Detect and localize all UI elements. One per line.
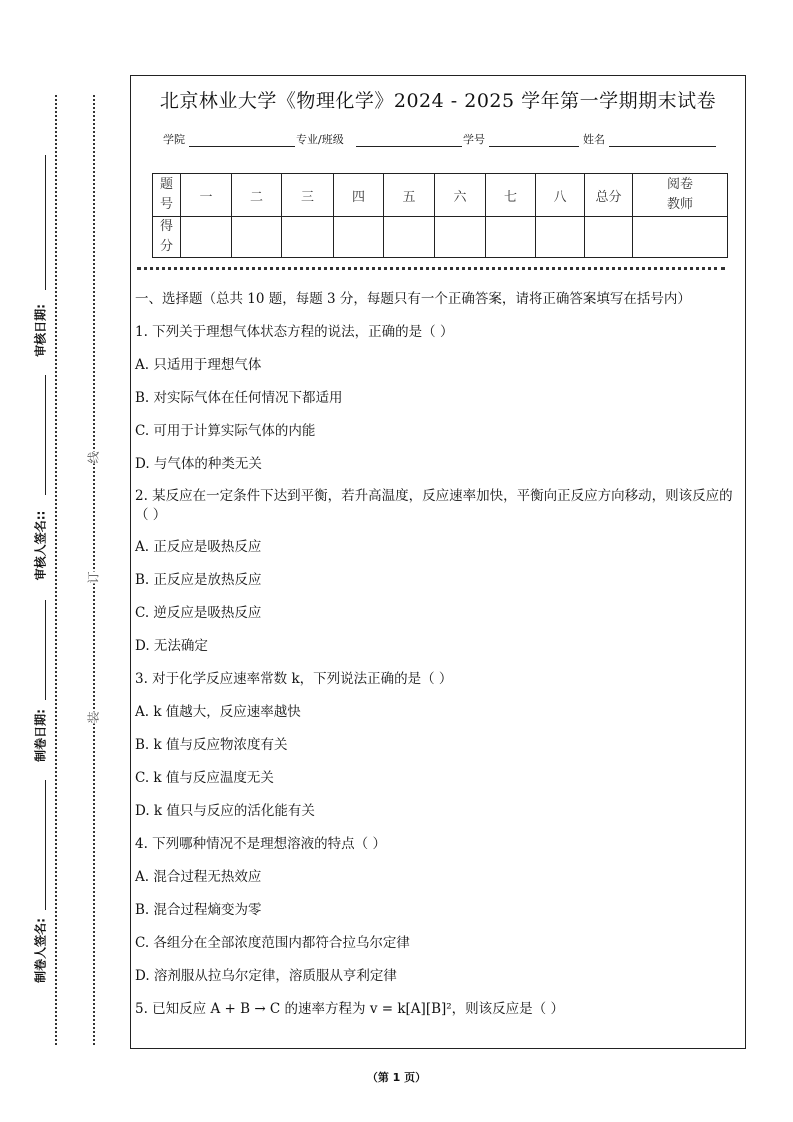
- binding-char-xian: 线: [83, 451, 104, 463]
- column-header: 八: [536, 174, 585, 217]
- score-cell[interactable]: [585, 217, 633, 258]
- name-label: 姓名: [583, 133, 605, 146]
- score-cell[interactable]: [334, 217, 384, 258]
- option: D. 无法确定: [135, 638, 208, 654]
- score-cell[interactable]: [384, 217, 435, 258]
- column-header: [633, 174, 728, 217]
- option: D. k 值只与反应的活化能有关: [135, 803, 315, 819]
- score-row: [153, 217, 728, 258]
- major-class-field[interactable]: [356, 146, 462, 147]
- score-cell[interactable]: [181, 217, 232, 258]
- option: C. 逆反应是吸热反应: [135, 605, 262, 621]
- question: 1. 下列关于理想气体状态方程的说法，正确的是（ ）: [135, 324, 454, 340]
- review-date-label: 审核日期:: [33, 304, 48, 357]
- column-header: 七: [486, 174, 536, 217]
- question: 5. 已知反应 A + B → C 的速率方程为 v = k[A][B]²，则该反应是（ ）: [135, 1001, 564, 1017]
- signature-line: [45, 375, 46, 495]
- signature-line: [45, 155, 46, 290]
- option: D. 与气体的种类无关: [135, 456, 262, 472]
- column-header: 一: [181, 174, 232, 217]
- option: B. 对实际气体在任何情况下都适用: [135, 390, 343, 406]
- row-label-text: 得分: [159, 219, 173, 254]
- option: B. 混合过程熵变为零: [135, 902, 262, 918]
- column-header: 二: [232, 174, 282, 217]
- score-cell[interactable]: [486, 217, 536, 258]
- signature-line: [45, 780, 46, 910]
- column-header: 三: [282, 174, 334, 217]
- grader-header-text: 阅卷教师: [666, 177, 693, 212]
- option: A. 只适用于理想气体: [135, 357, 262, 373]
- option: B. k 值与反应物浓度有关: [135, 737, 288, 753]
- name-field[interactable]: [609, 146, 716, 147]
- major-class-label: 专业/班级: [296, 133, 344, 146]
- student-id-field[interactable]: [489, 146, 579, 147]
- separator-dotted-line: [137, 267, 725, 270]
- question: 3. 对于化学反应速率常数 k，下列说法正确的是（ ）: [135, 671, 453, 687]
- score-cell[interactable]: [536, 217, 585, 258]
- column-header: 六: [435, 174, 486, 217]
- signature-line: [45, 600, 46, 700]
- section-heading: 一、选择题（总共 10 题，每题 3 分，每题只有一个正确答案，请将正确答案填写在括号内）: [135, 291, 691, 307]
- row-label-text: 题号: [159, 177, 173, 212]
- option: A. 混合过程无热效应: [135, 869, 262, 885]
- binding-dotted-line-inner: [93, 95, 95, 1045]
- question: 2. 某反应在一定条件下达到平衡，若升高温度，反应速率加快，平衡向正反应方向移动，则该反应的（ ）: [135, 488, 733, 523]
- option: A. 正反应是吸热反应: [135, 539, 262, 555]
- compile-date-label: 制卷日期:: [33, 709, 48, 762]
- question: 4. 下列哪种情况不是理想溶液的特点（ ）: [135, 836, 386, 852]
- page-number: （第 1 页）: [366, 1071, 427, 1084]
- option: A. k 值越大，反应速率越快: [135, 704, 301, 720]
- score-cell[interactable]: [435, 217, 486, 258]
- column-header: 五: [384, 174, 435, 217]
- row-label: [153, 174, 181, 217]
- exam-title: 北京林业大学《物理化学》2024 - 2025 学年第一学期期末试卷: [159, 90, 717, 112]
- question-number-row: [153, 174, 728, 217]
- student-id-label: 学号: [463, 133, 485, 146]
- binding-char-zhuang: 装: [83, 711, 104, 723]
- option: D. 溶剂服从拉乌尔定律，溶质服从亨利定律: [135, 968, 397, 984]
- college-label: 学院: [163, 133, 185, 146]
- column-header: 四: [334, 174, 384, 217]
- question-section: [135, 289, 740, 1020]
- score-cell[interactable]: [232, 217, 282, 258]
- option: B. 正反应是放热反应: [135, 572, 262, 588]
- compiler-signature-label: 制卷人签名:: [33, 918, 48, 983]
- score-cell[interactable]: [633, 217, 728, 258]
- row-label: [153, 217, 181, 258]
- binding-char-ding: 订: [83, 571, 104, 583]
- option: C. 各组分在全部浓度范围内都符合拉乌尔定律: [135, 935, 410, 951]
- score-table: [152, 173, 728, 258]
- college-field[interactable]: [189, 146, 295, 147]
- option: C. 可用于计算实际气体的内能: [135, 423, 316, 439]
- reviewer-signature-label: 审核人签名::: [33, 510, 48, 581]
- option: C. k 值与反应温度无关: [135, 770, 274, 786]
- binding-dotted-line-outer: [55, 95, 57, 1045]
- score-cell[interactable]: [282, 217, 334, 258]
- column-header: 总分: [585, 174, 633, 217]
